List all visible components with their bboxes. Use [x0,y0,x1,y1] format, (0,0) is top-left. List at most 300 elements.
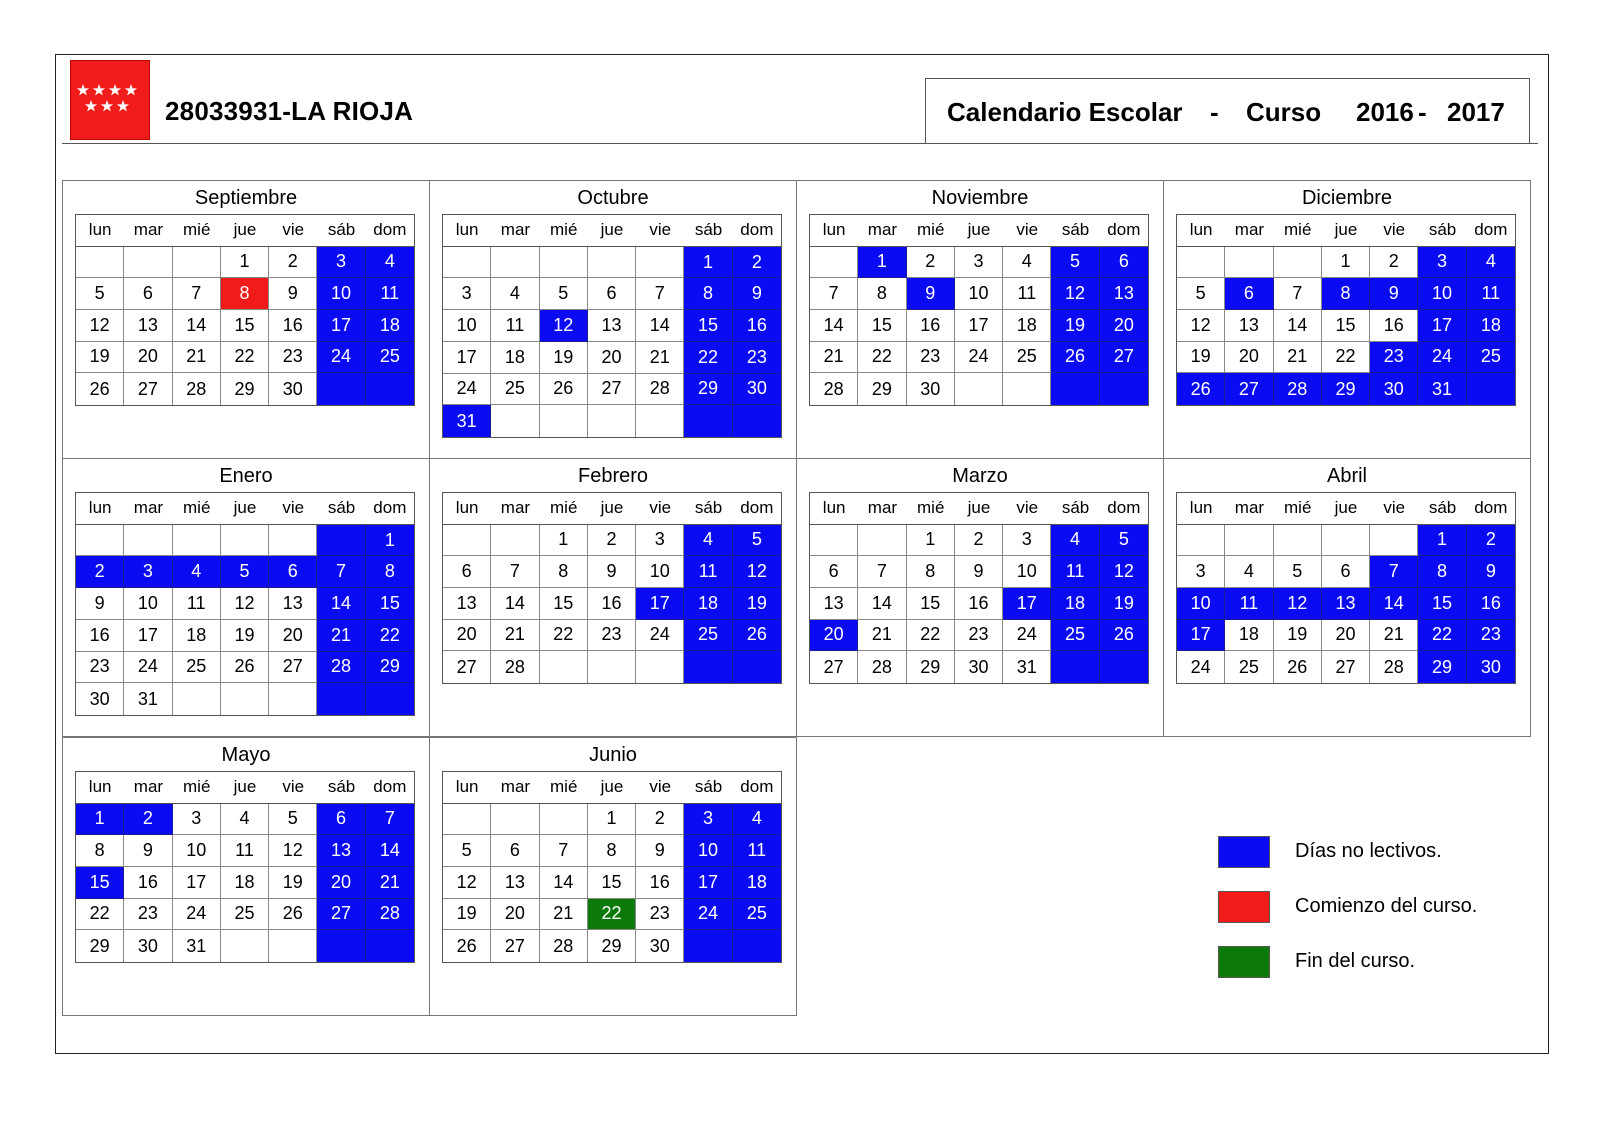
day-cell: 3 [173,804,221,836]
empty-cell [124,247,172,279]
empty-cell [491,405,539,437]
day-cell-no-lectivo: 4 [1051,525,1099,557]
day-cell-no-lectivo: 26 [1051,342,1099,374]
weekday-header: dom [733,772,781,804]
weekday-header: mar [124,215,172,247]
weekday-header: sáb [317,493,365,525]
weekday-header: lun [443,215,491,247]
day-cell: 5 [1274,556,1322,588]
day-cell-no-lectivo: 28 [317,652,365,684]
day-cell-no-lectivo: 11 [1225,588,1273,620]
day-cell: 19 [540,342,588,374]
empty-cell [221,525,269,557]
day-cell: 20 [588,342,636,374]
weekday-header: sáb [317,215,365,247]
weekday-header: mié [540,493,588,525]
day-cell: 8 [540,556,588,588]
month-grid [442,492,782,684]
day-cell-no-lectivo: 11 [1051,556,1099,588]
month-name: Noviembre [931,187,1029,209]
weekday-header: lun [443,493,491,525]
empty-cell [588,651,636,683]
day-cell: 2 [588,525,636,557]
day-cell-no-lectivo: 31 [443,405,491,437]
weekday-header: mié [173,772,221,804]
empty-cell [636,651,684,683]
day-cell: 29 [588,930,636,962]
weekday-header: lun [1177,493,1225,525]
day-cell: 16 [588,588,636,620]
day-cell: 23 [269,342,317,374]
day-cell-no-lectivo: 8 [366,556,414,588]
day-cell: 23 [955,620,1003,652]
day-cell-no-lectivo: 5 [221,556,269,588]
day-cell: 5 [443,835,491,867]
empty-cell [684,930,732,962]
weekday-header: mar [1225,215,1273,247]
empty-cell [684,405,732,437]
weekday-header: jue [588,215,636,247]
day-cell: 30 [124,930,172,962]
day-cell: 7 [858,556,906,588]
day-cell: 5 [540,278,588,310]
day-cell-no-lectivo: 18 [1051,588,1099,620]
weekday-header: mié [173,215,221,247]
day-cell: 30 [955,651,1003,683]
weekday-header: dom [1467,215,1515,247]
month-name: Mayo [221,744,271,766]
legend-label-comienzo: Comienzo del curso. [1295,895,1478,917]
weekday-header: sáb [684,772,732,804]
empty-cell [733,651,781,683]
day-cell-no-lectivo: 9 [1467,556,1515,588]
legend-label-no-lectivo: Días no lectivos. [1295,840,1442,862]
weekday-header: vie [1370,215,1418,247]
day-cell-no-lectivo: 12 [540,310,588,342]
day-cell-no-lectivo: 4 [1467,247,1515,279]
day-cell: 14 [858,588,906,620]
day-cell-no-lectivo: 29 [684,374,732,406]
day-cell: 26 [1274,651,1322,683]
empty-cell [1177,525,1225,557]
empty-cell [366,683,414,715]
weekday-header: sáb [684,493,732,525]
day-cell-no-lectivo: 8 [1418,556,1466,588]
empty-cell [1177,247,1225,279]
day-cell: 18 [1225,620,1273,652]
day-cell: 22 [907,620,955,652]
day-cell: 18 [221,867,269,899]
day-cell-no-lectivo: 22 [366,620,414,652]
empty-cell [221,930,269,962]
empty-cell [1051,373,1099,405]
day-cell: 17 [955,310,1003,342]
day-cell: 27 [269,652,317,684]
day-cell: 13 [588,310,636,342]
day-cell-no-lectivo: 17 [1177,620,1225,652]
day-cell: 7 [540,835,588,867]
weekday-header: mié [540,215,588,247]
day-cell: 12 [443,867,491,899]
day-cell-no-lectivo: 3 [317,247,365,279]
weekday-header: lun [810,493,858,525]
day-cell-start: 8 [221,278,269,310]
day-cell: 8 [76,835,124,867]
weekday-header: mié [907,215,955,247]
day-cell: 11 [491,310,539,342]
day-cell: 13 [269,588,317,620]
weekday-header: mar [858,493,906,525]
empty-cell [317,683,365,715]
day-cell: 27 [443,651,491,683]
day-cell: 2 [907,247,955,279]
empty-cell [540,405,588,437]
day-cell-no-lectivo: 22 [684,342,732,374]
day-cell: 3 [1177,556,1225,588]
day-cell: 7 [810,278,858,310]
day-cell-no-lectivo: 10 [317,278,365,310]
day-cell: 6 [443,556,491,588]
day-cell: 1 [588,804,636,836]
day-cell: 10 [636,556,684,588]
day-cell: 28 [636,374,684,406]
day-cell: 17 [443,342,491,374]
day-cell: 4 [491,278,539,310]
day-cell: 22 [540,620,588,652]
month-grid [809,492,1149,684]
month-panel-febrero [429,458,797,737]
day-cell-no-lectivo: 15 [1418,588,1466,620]
day-cell-no-lectivo: 9 [907,278,955,310]
day-cell: 15 [858,310,906,342]
empty-cell [733,930,781,962]
empty-cell [1225,525,1273,557]
year-end: 2017 [1447,97,1505,127]
weekday-header: lun [1177,215,1225,247]
weekday-header: lun [810,215,858,247]
weekday-header: jue [588,772,636,804]
day-cell-no-lectivo: 29 [1418,651,1466,683]
day-cell: 14 [491,588,539,620]
day-cell: 20 [269,620,317,652]
day-cell: 27 [588,374,636,406]
empty-cell [540,247,588,279]
day-cell-no-lectivo: 8 [1322,278,1370,310]
day-cell: 28 [810,373,858,405]
day-cell: 26 [443,930,491,962]
legend-label-fin: Fin del curso. [1295,950,1416,972]
day-cell-no-lectivo: 8 [684,278,732,310]
day-cell-no-lectivo: 17 [1003,588,1051,620]
weekday-header: sáb [1051,493,1099,525]
month-panel-noviembre [796,180,1164,459]
month-panel-enero [62,458,430,737]
day-cell: 29 [221,373,269,405]
weekday-header: dom [1467,493,1515,525]
weekday-header: vie [1370,493,1418,525]
day-cell-no-lectivo: 3 [684,804,732,836]
day-cell: 23 [907,342,955,374]
empty-cell [636,405,684,437]
day-cell-no-lectivo: 1 [858,247,906,279]
day-cell: 12 [1177,310,1225,342]
month-name: Abril [1326,465,1367,487]
day-cell-no-lectivo: 19 [1051,310,1099,342]
day-cell: 20 [1322,620,1370,652]
month-grid [75,771,415,963]
document-title: Calendario Escolar [947,97,1183,127]
day-cell-no-lectivo: 2 [733,247,781,279]
day-cell-no-lectivo: 17 [1418,310,1466,342]
weekday-header: vie [269,493,317,525]
weekday-header: dom [366,772,414,804]
day-cell: 8 [907,556,955,588]
day-cell-no-lectivo: 18 [733,867,781,899]
day-cell: 7 [1274,278,1322,310]
day-cell: 21 [540,899,588,931]
day-cell-no-lectivo: 28 [366,899,414,931]
day-cell: 3 [955,247,1003,279]
day-cell-no-lectivo: 7 [1370,556,1418,588]
day-cell: 4 [221,804,269,836]
day-cell: 27 [1322,651,1370,683]
day-cell: 24 [955,342,1003,374]
day-cell: 24 [173,899,221,931]
day-cell: 20 [124,342,172,374]
empty-cell [1274,247,1322,279]
day-cell-no-lectivo: 19 [1100,588,1148,620]
day-cell-no-lectivo: 21 [366,867,414,899]
day-cell-no-lectivo: 13 [1322,588,1370,620]
day-cell: 29 [76,930,124,962]
day-cell: 9 [955,556,1003,588]
day-cell: 14 [540,867,588,899]
day-cell: 28 [173,373,221,405]
weekday-header: dom [733,493,781,525]
day-cell-no-lectivo: 12 [1100,556,1148,588]
day-cell: 21 [1370,620,1418,652]
day-cell: 21 [636,342,684,374]
day-cell-no-lectivo: 27 [1100,342,1148,374]
weekday-header: mar [858,215,906,247]
empty-cell [366,373,414,405]
weekday-header: vie [269,215,317,247]
day-cell: 7 [491,556,539,588]
day-cell-no-lectivo: 3 [1418,247,1466,279]
weekday-header: dom [733,215,781,247]
empty-cell [491,525,539,557]
day-cell-no-lectivo: 10 [1177,588,1225,620]
day-cell: 13 [124,310,172,342]
day-cell-no-lectivo: 25 [684,620,732,652]
year-dash: - [1418,97,1427,127]
day-cell-no-lectivo: 20 [810,620,858,652]
day-cell-no-lectivo: 2 [124,804,172,836]
day-cell: 20 [491,899,539,931]
weekday-header: vie [1003,215,1051,247]
day-cell: 13 [491,867,539,899]
day-cell: 19 [443,899,491,931]
weekday-header: dom [366,493,414,525]
month-name: Octubre [577,187,649,209]
day-cell-no-lectivo: 26 [1100,620,1148,652]
day-cell: 10 [124,588,172,620]
empty-cell [443,247,491,279]
day-cell: 21 [858,620,906,652]
day-cell: 2 [955,525,1003,557]
day-cell-no-lectivo: 7 [317,556,365,588]
centre-name: 28033931-LA RIOJA [165,96,414,126]
day-cell: 14 [810,310,858,342]
month-grid [1176,214,1516,406]
day-cell: 5 [76,278,124,310]
day-cell-no-lectivo: 26 [1177,373,1225,405]
month-name: Febrero [577,465,649,487]
empty-cell [1322,525,1370,557]
empty-cell [1100,373,1148,405]
day-cell: 22 [76,899,124,931]
day-cell-no-lectivo: 24 [1418,342,1466,374]
empty-cell [955,373,1003,405]
day-cell: 30 [636,930,684,962]
day-cell: 18 [491,342,539,374]
weekday-header: dom [1100,215,1148,247]
day-cell: 6 [1322,556,1370,588]
day-cell: 27 [491,930,539,962]
weekday-header: jue [1322,215,1370,247]
community-logo [70,60,150,140]
day-cell: 1 [1322,247,1370,279]
month-name: Marzo [952,465,1008,487]
day-cell-no-lectivo: 6 [317,804,365,836]
day-cell: 31 [124,683,172,715]
day-cell: 15 [540,588,588,620]
day-cell: 10 [443,310,491,342]
empty-cell [858,525,906,557]
day-cell: 31 [173,930,221,962]
day-cell-no-lectivo: 23 [733,342,781,374]
day-cell: 24 [636,620,684,652]
day-cell-no-lectivo: 30 [733,374,781,406]
empty-cell [540,651,588,683]
day-cell: 31 [1003,651,1051,683]
day-cell-no-lectivo: 30 [1467,651,1515,683]
day-cell: 17 [124,620,172,652]
day-cell: 10 [955,278,1003,310]
day-cell-no-lectivo: 20 [317,867,365,899]
day-cell: 25 [1003,342,1051,374]
weekday-header: mié [173,493,221,525]
day-cell-no-lectivo: 26 [733,620,781,652]
day-cell-no-lectivo: 11 [366,278,414,310]
day-cell-no-lectivo: 25 [1051,620,1099,652]
day-cell-no-lectivo: 6 [1225,278,1273,310]
weekday-header: vie [269,772,317,804]
empty-cell [491,804,539,836]
day-cell: 16 [1370,310,1418,342]
empty-cell [317,930,365,962]
day-cell: 9 [269,278,317,310]
day-cell-no-lectivo: 3 [124,556,172,588]
month-panel-septiembre [62,180,430,459]
day-cell: 28 [491,651,539,683]
month-grid [75,492,415,716]
day-cell-no-lectivo: 9 [1370,278,1418,310]
legend-swatch-comienzo [1218,891,1270,923]
empty-cell [443,804,491,836]
day-cell-no-lectivo: 15 [366,588,414,620]
day-cell: 22 [221,342,269,374]
weekday-header: mar [491,772,539,804]
day-cell: 12 [221,588,269,620]
day-cell-no-lectivo: 17 [317,310,365,342]
day-cell-no-lectivo: 23 [1370,342,1418,374]
weekday-header: lun [443,772,491,804]
day-cell: 28 [1370,651,1418,683]
day-cell-no-lectivo: 27 [317,899,365,931]
month-panel-abril [1163,458,1531,737]
day-cell: 14 [173,310,221,342]
day-cell: 16 [636,867,684,899]
day-cell-no-lectivo: 6 [1100,247,1148,279]
day-cell: 3 [1003,525,1051,557]
day-cell-no-lectivo: 4 [366,247,414,279]
weekday-header: sáb [684,215,732,247]
day-cell: 24 [1177,651,1225,683]
weekday-header: sáb [1051,215,1099,247]
weekday-header: jue [955,493,1003,525]
day-cell: 9 [76,588,124,620]
day-cell-no-lectivo: 22 [1418,620,1466,652]
day-cell: 12 [269,835,317,867]
weekday-header: sáb [1418,493,1466,525]
day-cell-no-lectivo: 19 [733,588,781,620]
day-cell-end: 22 [588,899,636,931]
day-cell: 13 [1225,310,1273,342]
day-cell-no-lectivo: 17 [684,867,732,899]
empty-cell [810,525,858,557]
day-cell: 21 [173,342,221,374]
day-cell: 7 [636,278,684,310]
day-cell: 10 [173,835,221,867]
empty-cell [443,525,491,557]
day-cell-no-lectivo: 14 [366,835,414,867]
day-cell-no-lectivo: 18 [684,588,732,620]
month-grid [1176,492,1516,684]
day-cell: 10 [1003,556,1051,588]
day-cell-no-lectivo: 13 [317,835,365,867]
day-cell-no-lectivo: 29 [366,652,414,684]
day-cell: 25 [221,899,269,931]
day-cell: 16 [269,310,317,342]
empty-cell [221,683,269,715]
day-cell: 14 [1274,310,1322,342]
day-cell: 19 [76,342,124,374]
day-cell-no-lectivo: 12 [1274,588,1322,620]
empty-cell [366,930,414,962]
month-grid [442,214,782,438]
weekday-header: lun [76,215,124,247]
day-cell: 21 [491,620,539,652]
empty-cell [269,525,317,557]
day-cell: 22 [858,342,906,374]
empty-cell [733,405,781,437]
day-cell: 18 [1003,310,1051,342]
day-cell: 2 [1370,247,1418,279]
title-dash: - [1210,97,1219,127]
day-cell-no-lectivo: 9 [733,278,781,310]
empty-cell [173,525,221,557]
